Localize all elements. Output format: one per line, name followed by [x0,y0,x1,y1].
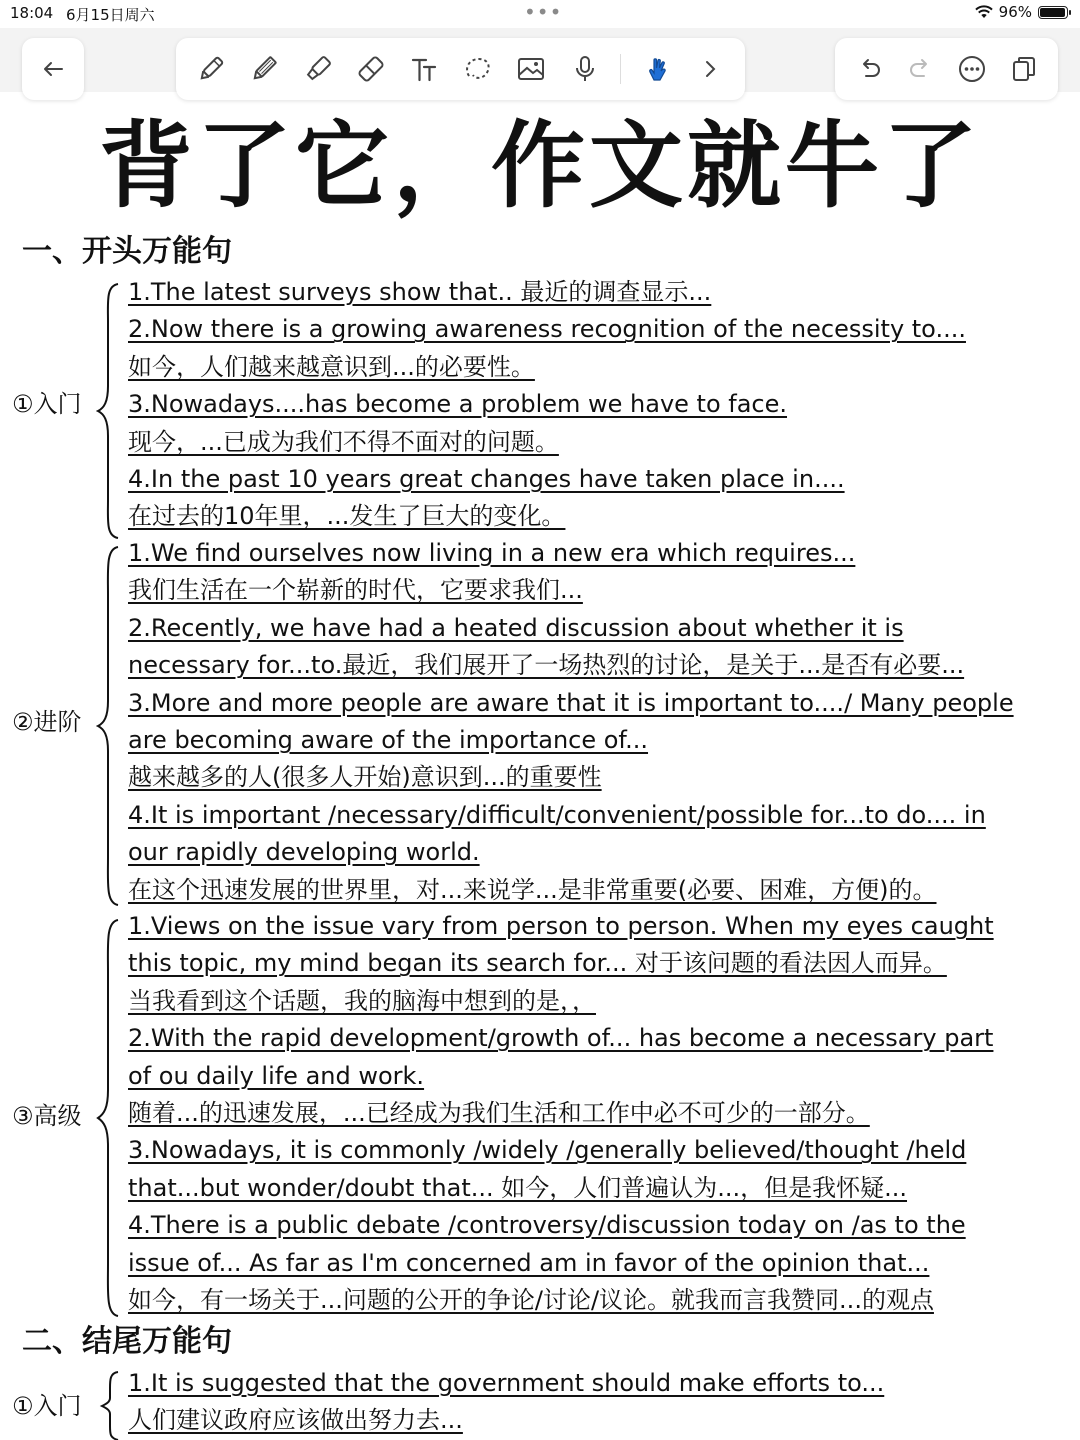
curly-brace [96,545,126,907]
redo-icon[interactable] [903,51,939,87]
sentence-line: 越来越多的人(很多人开始)意识到...的重要性 [128,763,602,792]
sentence-line: 4.It is important /necessary/difficult/convenient/possible for...to do.... in [128,800,986,829]
curly-brace [96,282,126,540]
group-lines-basic [128,274,966,536]
edit-actions [835,38,1058,100]
eraser-icon[interactable] [353,51,389,87]
highlighter-icon[interactable] [300,51,336,87]
sentence-line: 3.Nowadays, it is commonly /widely /generally believed/thought /held [128,1136,967,1165]
sentence-line: 3.More and more people are aware that it is important to..../ Many people [128,688,1014,717]
more-icon[interactable] [954,51,990,87]
sentence-line: our rapidly developing world. [128,838,480,867]
group-lines-intermediate [128,535,1014,909]
sentence-line: 1.Views on the issue vary from person to person. When my eyes caught [128,912,994,940]
touch-gesture-icon[interactable] [639,51,675,87]
multitask-dots-icon[interactable]: ••• [524,0,563,24]
sentence-line: necessary for...to.最近，我们展开了一场热烈的讨论，是关于...是否有必要... [128,651,965,680]
note-title: 背了它，作文就牛了 [98,112,981,221]
group-lines-advanced [128,908,994,1319]
sentence-line: 当我看到这个话题，我的脑海中想到的是，， [128,986,596,1015]
group-label-advanced: ③高级 [12,1102,82,1130]
status-bar [0,0,1080,28]
sentence-line: 2.Now there is a growing awareness recognition of the necessity to.... [128,315,966,344]
sentence-line: 1.It is suggested that the government should make efforts to... [128,1369,885,1397]
microphone-icon[interactable] [567,51,603,87]
chevron-right-icon[interactable] [692,51,728,87]
group-label-closing-basic: ①入门 [12,1392,82,1420]
group-label-intermediate: ②进阶 [12,708,82,736]
sentence-line: 在这个迅速发展的世界里，对...来说学...是非常重要(必要、困难，方便)的。 [128,875,937,904]
text-icon[interactable] [407,51,443,87]
sentence-line: 4.In the past 10 years great changes have taken place in.... [128,464,845,493]
back-group [22,38,84,100]
undo-icon[interactable] [851,51,887,87]
drawing-tools [176,38,745,100]
pages-icon[interactable] [1006,51,1042,87]
section-heading-closing: 二、结尾万能句 [22,1324,232,1359]
sentence-line: are becoming aware of the importance of... [128,725,649,754]
lasso-icon[interactable] [460,51,496,87]
sentence-line: 随着...的迅速发展，...已经成为我们生活和工作中必不可少的一部分。 [128,1098,870,1127]
wifi-icon [975,5,993,19]
status-right [975,3,1068,21]
status-date: 6月15日周六 [66,6,155,24]
section-heading-opening: 一、开头万能句 [22,234,232,269]
battery-icon [1038,6,1068,19]
pencil-icon[interactable] [246,51,282,87]
sentence-line: 人们建议政府应该做出努力去... [128,1406,463,1435]
toolbar-separator [620,54,621,84]
sentence-line: 在过去的10年里，...发生了巨大的变化。 [128,502,566,531]
back-arrow-icon[interactable] [35,51,71,87]
sentence-line: 如今，人们越来越意识到...的必要性。 [128,352,535,381]
sentence-line: 1.We find ourselves now living in a new era which requires... [128,539,856,567]
sentence-line: issue of... As far as I'm concerned am in favor of the opinion that... [128,1248,930,1277]
sentence-line: 现今，...已成为我们不得不面对的问题。 [128,427,559,456]
sentence-line: 如今，有一场关于...问题的公开的争论/讨论/议论。就我而言我赞同...的观点 [128,1285,934,1314]
sentence-line: this topic, my mind began its search for... 对于该问题的看法因人而异。 [128,949,947,978]
group-label-basic: ①入门 [12,390,82,418]
battery-percent: 96% [998,3,1032,21]
image-icon[interactable] [513,51,549,87]
sentence-line: 4.There is a public debate /controversy/discussion today on /as to the [128,1211,966,1240]
sentence-line: 2.With the rapid development/growth of... has become a necessary part [128,1024,994,1053]
sentence-line: 3.Nowadays....has become a problem we have to face. [128,390,788,419]
sentence-line: 2.Recently, we have had a heated discussion about whether it is [128,613,904,642]
group-lines-closing-basic [128,1365,884,1440]
status-time: 18:04 [10,4,54,22]
sentence-line: 1.The latest surveys show that.. 最近的调查显示... [128,278,712,306]
sentence-line: of ou daily life and work. [128,1061,425,1090]
curly-brace [96,918,126,1318]
curly-brace [96,1370,126,1440]
sentence-line: that...but wonder/doubt that... 如今，人们普遍认为...，但是我怀疑... [128,1173,908,1202]
pen-icon[interactable] [193,51,229,87]
sentence-line: 我们生活在一个崭新的时代，它要求我们... [128,576,583,605]
